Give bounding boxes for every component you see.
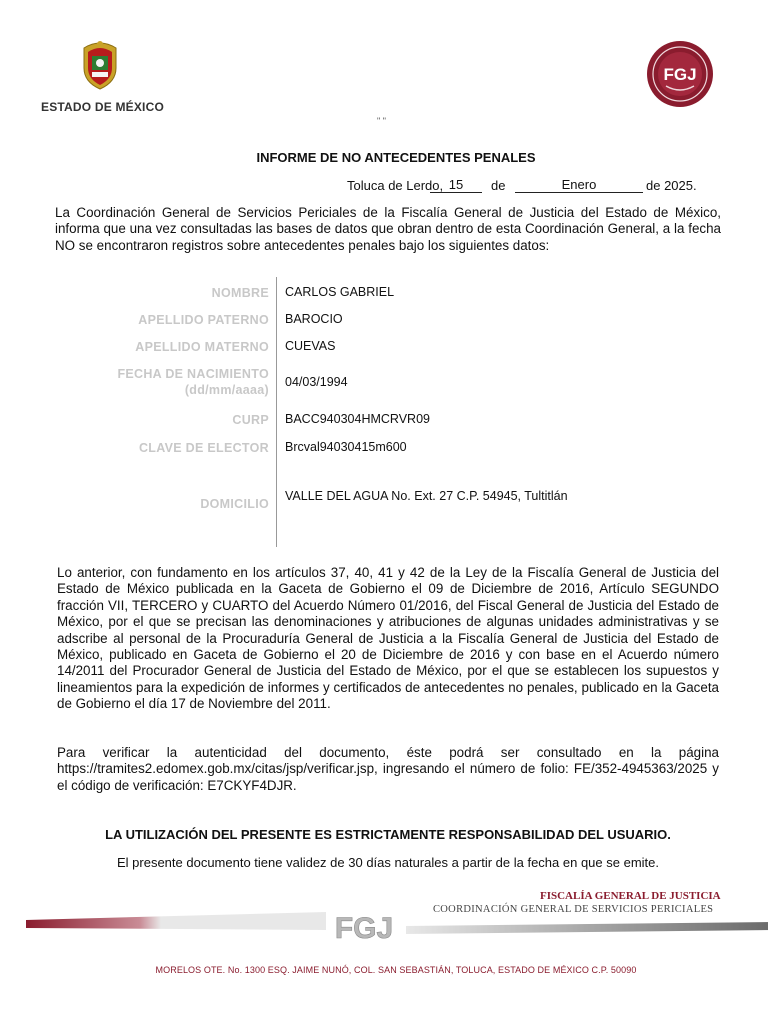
estado-de-mexico-label: ESTADO DE MÉXICO bbox=[41, 100, 164, 114]
date-prefix: Toluca de Lerdo, bbox=[347, 178, 444, 193]
warning-notice: LA UTILIZACIÓN DEL PRESENTE ES ESTRICTAMENTE RESPONSABILIDAD DEL USUARIO. bbox=[105, 827, 671, 842]
footer-fgj-logo-text: FGJ bbox=[334, 912, 394, 945]
value-clave-elector: Brcval94030415m600 bbox=[285, 440, 407, 454]
date-suffix: de 2025. bbox=[646, 178, 697, 193]
label-nombre: NOMBRE bbox=[211, 286, 269, 300]
footer-banner bbox=[26, 908, 768, 948]
value-curp: BACC940304HMCRVR09 bbox=[285, 412, 430, 426]
fgj-seal-icon bbox=[646, 40, 714, 108]
date-month: Enero bbox=[515, 177, 643, 193]
label-curp: CURP bbox=[232, 413, 269, 427]
document-title: INFORME DE NO ANTECEDENTES PENALES bbox=[256, 150, 536, 165]
validity-notice: El presente documento tiene validez de 30 días naturales a partir de la fecha en que se emite. bbox=[116, 855, 659, 870]
value-apellido-paterno: BAROCIO bbox=[285, 312, 343, 326]
label-apellido-paterno: APELLIDO PATERNO bbox=[138, 313, 269, 327]
value-apellido-materno: CUEVAS bbox=[285, 339, 336, 353]
date-day: 15 bbox=[430, 177, 482, 193]
label-clave-elector: CLAVE DE ELECTOR bbox=[138, 441, 269, 455]
table-divider bbox=[276, 277, 277, 547]
label-fecha-nacimiento: FECHA DE NACIMIENTO bbox=[117, 367, 269, 381]
footer-address: MORELOS OTE. No. 1300 ESQ. JAIME NUNÓ, COL. SAN SEBASTIÁN, TOLUCA, ESTADO DE MÉXICO C.P. 50090 bbox=[155, 965, 637, 975]
legal-paragraph: Lo anterior, con fundamento en los artículos 37, 40, 41 y 42 de la Ley de la Fiscalía General de Justicia del Estado de México publicada en la Gaceta de Gobierno el 09 de Diciembre de 2016, Artículo SEGUNDO fracción VII, TERCERO y CUARTO del Acuerdo Número 01/2016, del Fiscal General de Justicia del Estado de México, por el que se precisan las denominaciones y atribuciones de algunas unidades administrativas y se adscribe al personal de la Procuraduría General de Justicia a la Fiscalía General de Justicia del Estado de México, publicado en Gaceta de Gobierno el 20 de Diciembre de 2016 y con base en el Acuerdo número 14/2011 del Procurador General de Justicia del Estado de México, por el que se establecen los supuestos y lineamientos para la expedición de informes y certificados de antecedentes no penales, publicado en la Gaceta de Gobierno el día 17 de Noviembre del 2011. bbox=[57, 565, 719, 712]
fgj-seal-text: FGJ bbox=[663, 65, 697, 84]
estado-de-mexico-shield-icon bbox=[78, 38, 122, 90]
value-nombre: CARLOS GABRIEL bbox=[285, 285, 395, 299]
intro-paragraph: La Coordinación General de Servicios Periciales de la Fiscalía General de Justicia del Estado de México, informa que una vez consultadas las bases de datos que obran dentro de esta Coordinación General, a la fecha NO se encontraron registros sobre antecedentes penales bajo los siguientes datos: bbox=[55, 205, 721, 253]
label-fecha-formato: (dd/mm/aaaa) bbox=[184, 383, 269, 397]
label-domicilio: DOMICILIO bbox=[200, 497, 269, 511]
date-de: de bbox=[491, 178, 506, 193]
label-apellido-materno: APELLIDO MATERNO bbox=[135, 340, 269, 354]
footer-fiscalia-title: FISCALÍA GENERAL DE JUSTICIA bbox=[540, 890, 721, 902]
footer-coordinacion-title: COORDINACIÓN GENERAL DE SERVICIOS PERICIALES bbox=[433, 904, 714, 915]
header-mark: " " bbox=[377, 116, 386, 126]
value-fecha-nacimiento: 04/03/1994 bbox=[285, 375, 348, 389]
value-domicilio: VALLE DEL AGUA No. Ext. 27 C.P. 54945, Tultitlán bbox=[285, 489, 568, 503]
verification-paragraph: Para verificar la autenticidad del documento, éste podrá ser consultado en la página https://tramites2.edomex.gob.mx/citas/jsp/verificar.jsp, ingresando el número de folio: FE/352-4945363/2025 y el código de verificación: E7CKYF4DJR. bbox=[57, 745, 719, 793]
